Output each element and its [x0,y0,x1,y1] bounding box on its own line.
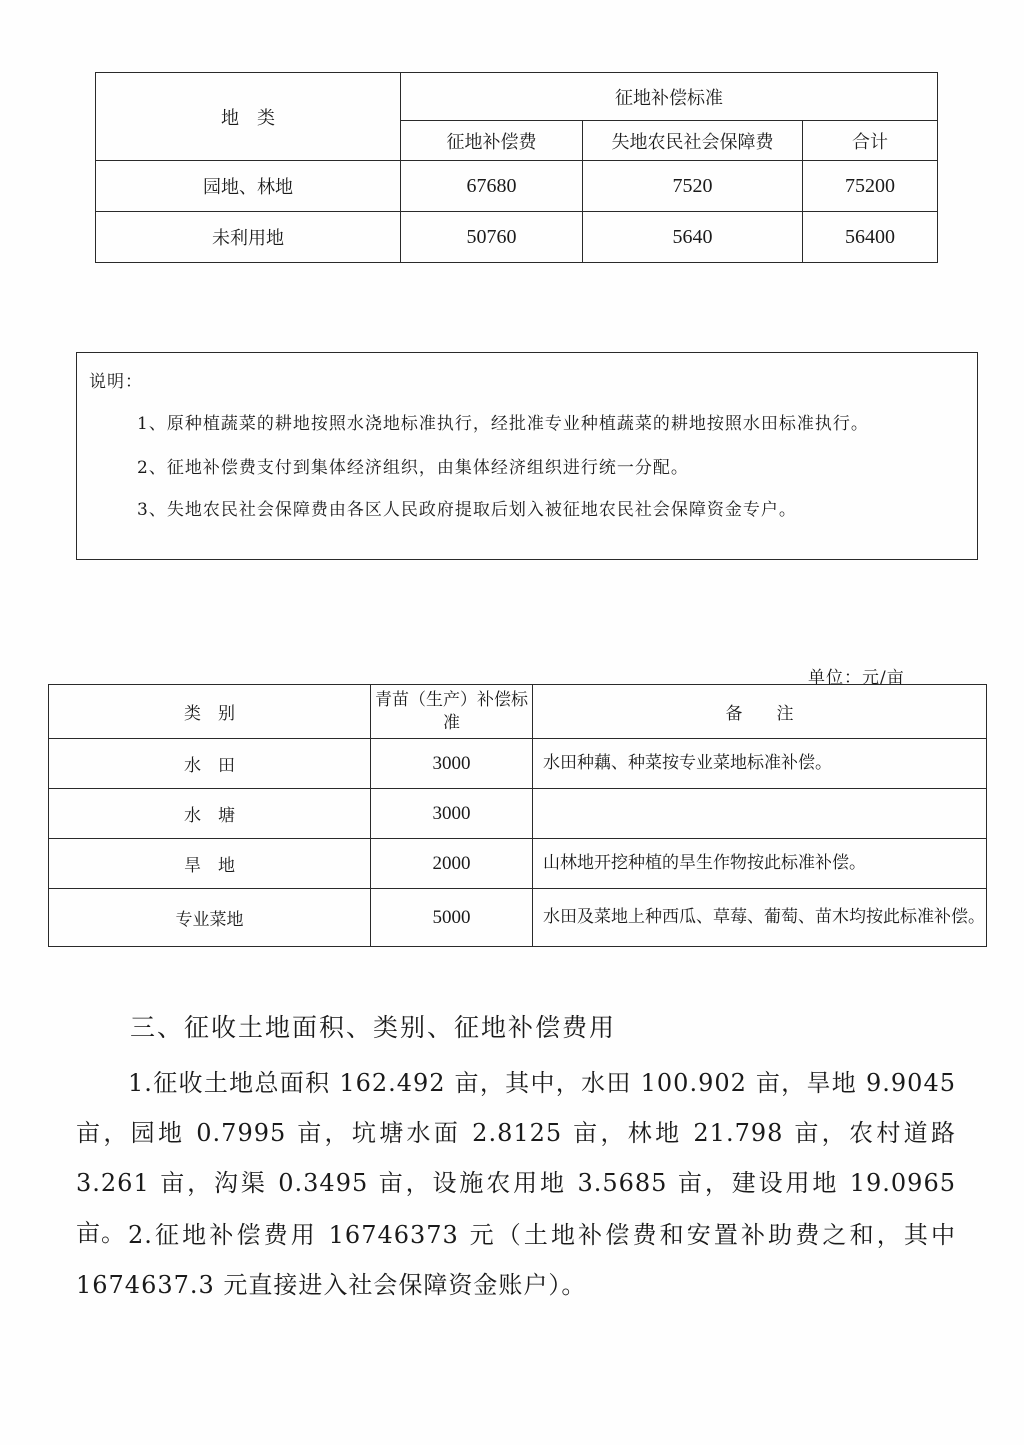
header-land-type: 地 类 [96,73,401,161]
unit-label: 单位：元/亩 [808,668,905,688]
cell-standard: 3000 [371,739,533,789]
note-item: 1、原种植蔬菜的耕地按照水浇地标准执行，经批准专业种植蔬菜的耕地按照水田标准执行。 [137,414,869,434]
note-item: 3、失地农民社会保障费由各区人民政府提取后划入被征地农民社会保障资金专户。 [137,500,797,520]
table-row [49,739,987,789]
compensation-standard-table [95,72,938,263]
header-compensation-fee: 征地补偿费 [401,121,583,161]
cell-remark: 水田种藕、种菜按专业菜地标准补偿。 [533,739,987,789]
header-category: 类 别 [49,685,371,739]
cell-land-type: 未利用地 [96,212,401,263]
seedling-compensation-table [48,684,987,947]
cell-category: 专业菜地 [49,889,371,947]
table-header-row [96,73,938,121]
cell-category: 水 田 [49,739,371,789]
cell-social-security-fee: 5640 [583,212,803,263]
cell-social-security-fee: 7520 [583,161,803,212]
cell-remark [533,789,987,839]
cell-standard: 2000 [371,839,533,889]
header-compensation-standard: 征地补偿标准 [401,73,938,121]
paragraph-land-area: 1.征收土地总面积 162.492 亩，其中，水田 100.902 亩，旱地 9.9045 亩，园地 0.7995 亩，坑塘水面 2.8125 亩，林地 21.798 亩，农村道路 3.261 亩，沟渠 0.3495 亩，设施农用地 3.5685 亩，建设用地 19.0965 亩。 [76,1069,956,1247]
cell-category: 旱 地 [49,839,371,889]
table-row [49,789,987,839]
cell-compensation-fee: 50760 [401,212,583,263]
table-row [96,161,938,212]
cell-land-type: 园地、林地 [96,161,401,212]
cell-remark: 水田及菜地上种西瓜、草莓、葡萄、苗木均按此标准补偿。 [533,889,987,947]
header-remark: 备 注 [533,685,987,739]
cell-total: 56400 [803,212,938,263]
cell-standard: 3000 [371,789,533,839]
notes-box [76,352,978,560]
cell-category: 水 塘 [49,789,371,839]
header-social-security-fee: 失地农民社会保障费 [583,121,803,161]
cell-compensation-fee: 67680 [401,161,583,212]
table-row [96,212,938,263]
header-total: 合计 [803,121,938,161]
header-standard: 青苗（生产）补偿标准 [371,685,533,739]
section-heading: 三、征收土地面积、类别、征地补偿费用 [130,1013,617,1042]
notes-title: 说明： [89,372,143,392]
cell-remark: 山林地开挖种植的旱生作物按此标准补偿。 [533,839,987,889]
cell-total: 75200 [803,161,938,212]
note-item: 2、征地补偿费支付到集体经济组织，由集体经济组织进行统一分配。 [137,458,689,478]
table-header-row [49,685,987,739]
table-row [49,839,987,889]
cell-standard: 5000 [371,889,533,947]
paragraph-compensation-cost: 2.征地补偿费用 16746373 元（土地补偿费和安置补助费之和，其中 1674637.3 元直接进入社会保障资金账户）。 [76,1221,956,1299]
table-row [49,889,987,947]
